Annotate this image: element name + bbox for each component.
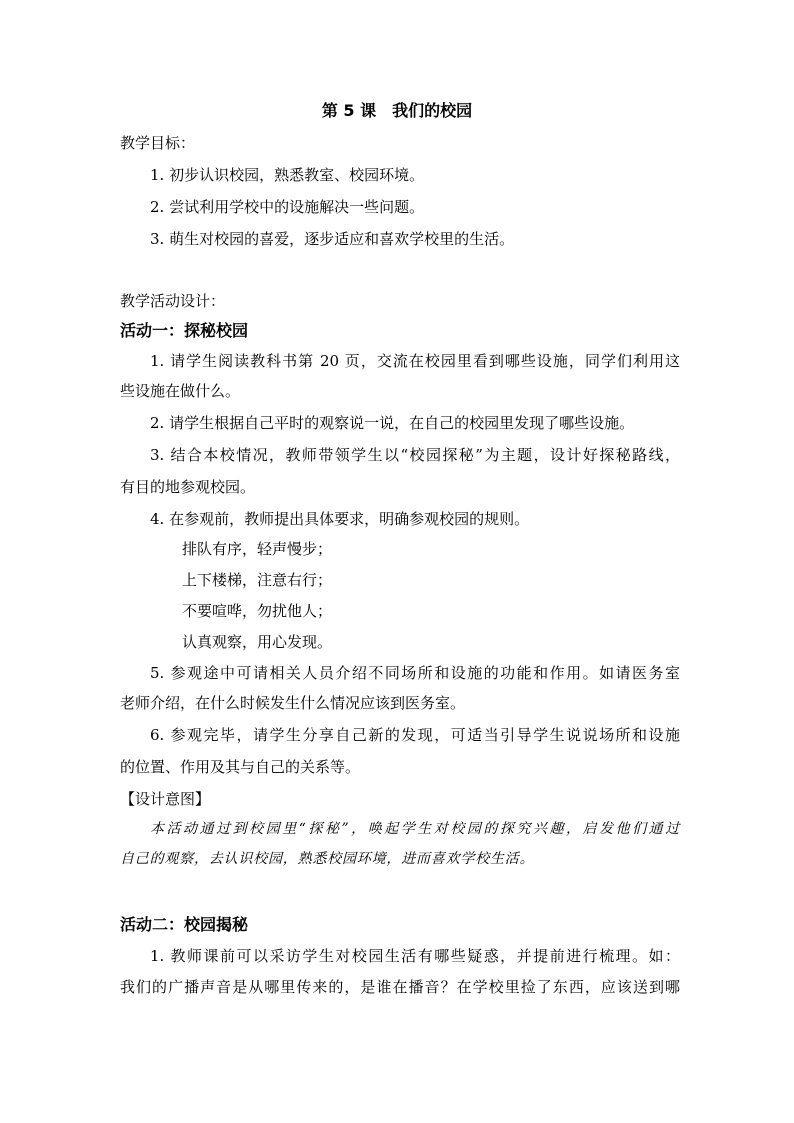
activity-one-item: 1. 请学生阅读教科书第 20 页，交流在校园里看到哪些设施，同学们利用这 [150, 352, 680, 370]
design-intent-text-continued: 自己的观察，去认识校园，熟悉校园环境，进而喜欢学校生活。 [120, 851, 535, 867]
activity-one-item: 6. 参观完毕，请学生分享自己新的发现，可适当引导学生说说场所和设施 [150, 726, 680, 744]
goal-item: 1. 初步认识校园，熟悉教室、校园环境。 [150, 166, 425, 184]
goals-heading: 教学目标： [120, 134, 196, 152]
visit-rule: 排队有序，轻声慢步； [182, 540, 333, 558]
design-intent-heading: 【设计意图】 [120, 790, 211, 808]
activity-one-item-continued: 老师介绍，在什么时候发生什么情况应该到医务室。 [120, 694, 466, 712]
activity-one-title: 活动一：探秘校园 [120, 321, 249, 340]
visit-rule: 上下楼梯，注意右行； [182, 571, 333, 589]
activity-one-item: 2. 请学生根据自己平时的观察说一说，在自己的校园里发现了哪些设施。 [150, 414, 635, 432]
activity-one-item-continued: 的位置、作用及其与自己的关系等。 [120, 758, 361, 776]
design-heading: 教学活动设计： [120, 292, 226, 310]
activity-one-item: 5. 参观途中可请相关人员介绍不同场所和设施的功能和作用。如请医务室 [150, 664, 680, 682]
visit-rule: 不要喧哗，勿扰他人； [182, 602, 333, 620]
visit-rule: 认真观察，用心发现。 [182, 633, 333, 651]
lesson-title: 第 5 课 我们的校园 [321, 101, 473, 120]
activity-one-item: 3. 结合本校情况，教师带领学生以“校园探秘”为主题，设计好探秘路线， [150, 446, 680, 464]
activity-two-item: 1. 教师课前可以采访学生对校园生活有哪些疑惑，并提前进行梳理。如： [150, 947, 680, 965]
goal-item: 3. 萌生对校园的喜爱，逐步适应和喜欢学校里的生活。 [150, 230, 515, 248]
activity-two-title: 活动二：校园揭秘 [120, 915, 249, 934]
activity-one-item-continued: 些设施在做什么。 [120, 382, 241, 400]
activity-two-item-continued: 我们的广播声音是从哪里传来的，是谁在播音？在学校里捡了东西，应该送到哪 [120, 978, 680, 996]
design-intent-text: 本活动通过到校园里“探秘”，唤起学生对校园的探究兴趣，启发他们通过 [150, 821, 680, 837]
activity-one-item-continued: 有目的地参观校园。 [120, 478, 256, 496]
activity-one-item: 4. 在参观前，教师提出具体要求，明确参观校园的规则。 [150, 510, 530, 528]
goal-item: 2. 尝试利用学校中的设施解决一些问题。 [150, 198, 425, 216]
